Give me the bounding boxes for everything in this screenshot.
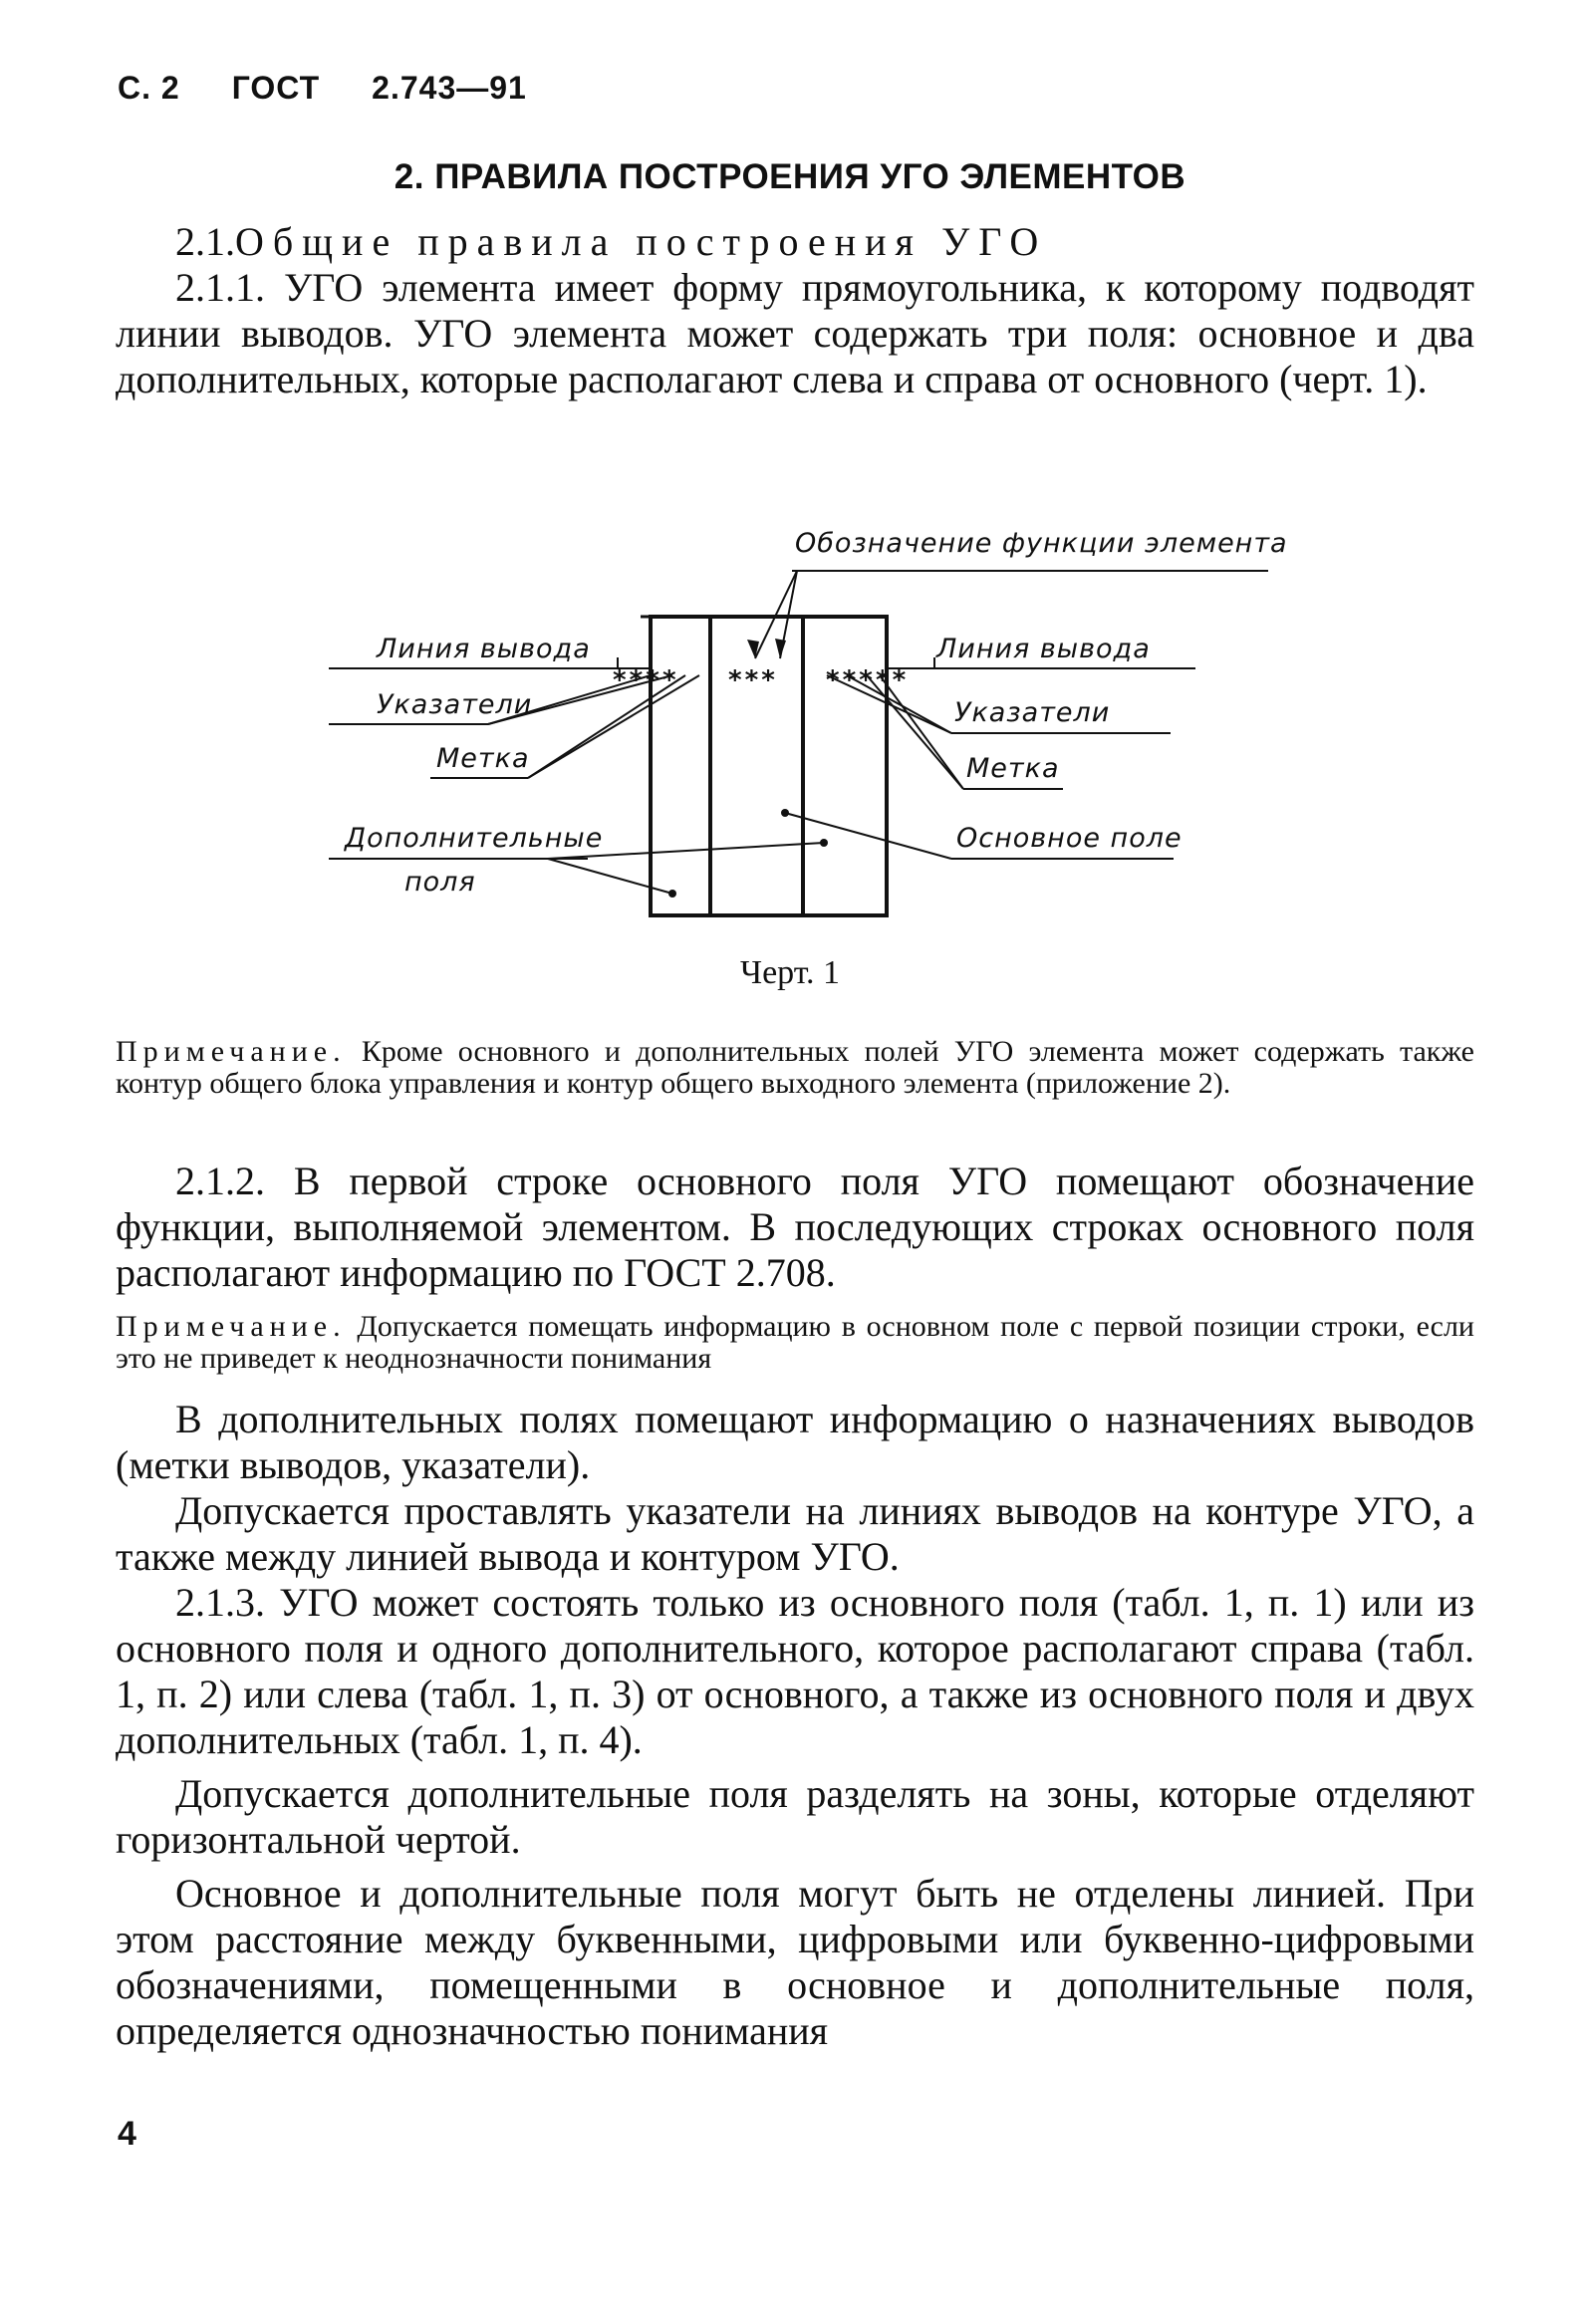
standard-name: ГОСТ bbox=[231, 70, 321, 106]
subsection-heading bbox=[116, 219, 1474, 265]
note-2-text: Допускается помещать информацию в основном поле с первой позиции строки, если это не приведет к неоднозначности понимания bbox=[116, 1310, 1474, 1375]
paragraph-pointers: Допускается проставлять указатели на линиях выводов на контуре УГО, а также между линией вывода и контуром УГО. bbox=[116, 1488, 1474, 1579]
remaining-paragraphs bbox=[116, 1397, 1474, 2054]
note-2 bbox=[116, 1311, 1474, 1375]
stars-left: **** bbox=[612, 665, 678, 695]
extra-fields-label-2: поля bbox=[404, 867, 476, 898]
paragraph-2-1-3: 2.1.3. УГО может состоять только из основного поля (табл. 1, п. 1) или из основного поля и одного дополнительного, которое располагают справа (табл. 1, п. 2) или слева (табл. 1, п. 3) от основного, а также из основного поля и двух дополнительных (табл. 1, п. 4). bbox=[116, 1580, 1474, 1762]
main-field-dot bbox=[781, 809, 789, 817]
mark-label-right: Метка bbox=[966, 753, 1060, 784]
right-field-dot bbox=[820, 839, 828, 847]
note-1-label: Примечание. bbox=[116, 1035, 347, 1068]
extra-fields-label-1: Дополнительные bbox=[345, 823, 604, 854]
note-1-text: Кроме основного и дополнительных полей УГО элемента может содержать также контур общего блока управления и контур общего выходного элемента (приложение 2). bbox=[116, 1035, 1474, 1100]
figure-caption: Черт. 1 bbox=[739, 954, 841, 991]
standard-number: 2.743—91 bbox=[372, 70, 527, 106]
paragraph-separation: Основное и дополнительные поля могут быть не отделены линией. При этом расстояние между буквенными, цифровыми или буквенно-цифровыми обозначениями, помещенными в основное и дополнительные поля, определяется однозначностью понимания bbox=[116, 1871, 1474, 2053]
pointers-label-left: Указатели bbox=[377, 689, 533, 720]
paragraph-zones: Допускается дополнительные поля разделять на зоны, которые отделяют горизонтальной чертой. bbox=[116, 1771, 1474, 1862]
page-header bbox=[118, 70, 579, 107]
paragraph-extra-fields: В дополнительных полях помещают информацию о назначениях выводов (метки выводов, указатели). bbox=[116, 1397, 1474, 1487]
pin-line-label-right: Линия вывода bbox=[936, 634, 1151, 664]
page-number: 4 bbox=[118, 2115, 136, 2153]
subsection-number: 2.1. bbox=[175, 219, 235, 264]
paragraph-2-1-2-block bbox=[116, 1159, 1474, 1296]
paragraph-2-1-2: 2.1.2. В первой строке основного поля УГО помещают обозначение функции, выполняемой элементом. В последующих строках основного поля располагают информацию по ГОСТ 2.708. bbox=[116, 1159, 1474, 1295]
stars-right: ***** bbox=[825, 665, 909, 695]
note-2-label: Примечание. bbox=[116, 1310, 347, 1343]
section-title: 2. ПРАВИЛА ПОСТРОЕНИЯ УГО ЭЛЕМЕНТОВ bbox=[394, 157, 1186, 196]
left-field-dot bbox=[668, 890, 676, 898]
figure-ugo-element bbox=[329, 528, 1288, 926]
mark-label-left: Метка bbox=[436, 743, 530, 774]
pin-line-label-left: Линия вывода bbox=[377, 634, 591, 664]
pointers-label-right: Указатели bbox=[954, 697, 1111, 728]
section-2-1 bbox=[116, 219, 1474, 402]
main-field-label: Основное поле bbox=[956, 823, 1183, 854]
page-ref: С. 2 bbox=[118, 70, 180, 106]
stars-center: *** bbox=[727, 665, 777, 695]
note-1 bbox=[116, 1036, 1474, 1100]
function-label: Обозначение функции элемента bbox=[795, 528, 1288, 559]
subsection-title: Общие правила построения УГО bbox=[235, 219, 1048, 264]
paragraph-2-1-1: 2.1.1. УГО элемента имеет форму прямоугольника, к которому подводят линии выводов. УГО элемента может содержать три поля: основное и два дополнительных, которые располагают слева и справа от основного (черт. 1). bbox=[116, 265, 1474, 401]
ugo-outer-contour bbox=[651, 617, 887, 915]
